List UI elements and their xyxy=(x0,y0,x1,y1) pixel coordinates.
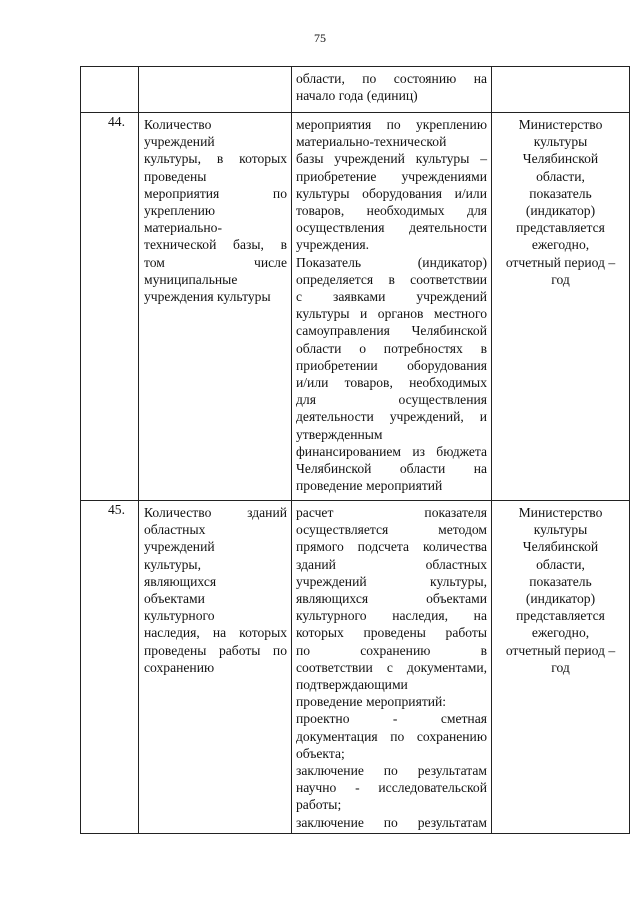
indicator-name-line: культуры, xyxy=(144,556,201,572)
indicator-name-line: материально- xyxy=(144,220,222,236)
calculation-method-line: материально-технической xyxy=(296,134,447,150)
calculation-method-line: которых проведены работы xyxy=(296,625,487,641)
calculation-method-line: приобретении оборудования xyxy=(296,357,487,373)
row-number-cell xyxy=(81,67,139,113)
indicators-table xyxy=(80,66,630,834)
calculation-method-line: осуществления деятельности xyxy=(296,220,487,236)
indicator-name-line: Количество xyxy=(144,117,212,132)
calculation-method-line: являющихся объектами xyxy=(296,591,487,607)
calculation-method-line: области, по состоянию на xyxy=(296,71,487,86)
data-source-line: ежегодно, xyxy=(531,237,590,253)
calculation-method-line: с заявками учреждений xyxy=(296,289,487,305)
indicator-name-line: проведены работы по xyxy=(144,642,287,658)
calculation-method-line: зданий областных xyxy=(296,556,487,572)
data-source-line: Челябинской xyxy=(522,539,599,555)
data-source-cell xyxy=(492,67,630,113)
calculation-method-line: финансированием из бюджета xyxy=(296,443,487,459)
indicator-name-cell xyxy=(139,501,292,834)
calculation-method-line: проектно - сметная xyxy=(296,711,487,727)
row-number: 44. xyxy=(108,114,125,129)
calculation-method-line: начало года (единиц) xyxy=(296,88,418,104)
calculation-method-line: учреждений культуры, xyxy=(296,573,487,589)
calculation-method-cell xyxy=(292,113,492,501)
calculation-method-line: объекта; xyxy=(296,745,345,761)
data-source-line: год xyxy=(551,271,570,287)
calculation-method-line: проведение мероприятий xyxy=(296,478,443,494)
data-source-line: (индикатор) xyxy=(525,203,596,219)
indicator-name-line: учреждений xyxy=(144,539,215,555)
calculation-method-line: проведение мероприятий: xyxy=(296,694,447,710)
calculation-method-line: области о потребностях в xyxy=(296,340,487,356)
data-source-line: отчетный период – xyxy=(505,254,616,270)
indicator-name-line: являющихся xyxy=(144,573,217,589)
calculation-method-line: работы; xyxy=(296,797,342,813)
indicator-name-line: том числе xyxy=(144,254,287,270)
row-number-cell xyxy=(81,113,139,501)
calculation-method-line: соответствии с документами, xyxy=(296,659,487,675)
calculation-method-line: научно - исследовательской xyxy=(296,780,487,796)
calculation-method-line: осуществляется методом xyxy=(296,522,487,538)
indicator-name-line: муниципальные xyxy=(144,271,238,287)
calculation-method-line: деятельности учреждений, и xyxy=(296,409,487,425)
data-source-line: культуры xyxy=(533,134,588,150)
calculation-method-cell xyxy=(292,501,492,834)
indicator-name-line: наследия, на которых xyxy=(144,625,287,641)
data-source-line: культуры xyxy=(533,522,588,538)
calculation-method-line: самоуправления Челябинской xyxy=(296,323,487,339)
calculation-method-line: базы учреждений культуры – xyxy=(296,151,487,167)
data-source-line: области, xyxy=(536,556,585,572)
indicator-name-line: проведены xyxy=(144,168,207,184)
calculation-method-line: учреждения. xyxy=(296,237,370,253)
calculation-method-line: заключение по результатам xyxy=(296,763,487,779)
table-row xyxy=(81,67,630,113)
indicator-name-line: культурного xyxy=(144,608,215,624)
calculation-method-line: Челябинской области на xyxy=(296,461,487,477)
calculation-method-line: товаров, необходимых для xyxy=(296,203,487,219)
indicator-name-line: технической базы, в xyxy=(144,237,287,253)
data-source-cell xyxy=(492,113,630,501)
calculation-method-line: приобретение учреждениями xyxy=(296,168,487,184)
page-number: 75 xyxy=(314,31,326,45)
data-source-line: Министерство xyxy=(518,505,603,520)
indicator-name-line: сохранению xyxy=(144,659,215,675)
table-row xyxy=(81,501,630,834)
calculation-method-line: прямого подсчета количества xyxy=(296,539,487,555)
calculation-method-line: культуры оборудования и/или xyxy=(296,185,487,201)
calculation-method-line: мероприятия по укреплению xyxy=(296,117,487,132)
calculation-method-line: заключение по результатам xyxy=(296,814,487,830)
calculation-method-line: по сохранению в xyxy=(296,642,487,658)
data-source-line: (индикатор) xyxy=(525,591,596,607)
calculation-method-line: подтверждающими xyxy=(296,677,408,693)
indicator-name-line: областных xyxy=(144,522,206,538)
data-source-line: показатель xyxy=(529,185,592,201)
table-row xyxy=(81,113,630,501)
indicator-name-cell xyxy=(139,113,292,501)
indicator-name-cell xyxy=(139,67,292,113)
indicator-name-line: мероприятия по xyxy=(144,185,287,201)
calculation-method-line: документация по сохранению xyxy=(296,728,487,744)
indicator-name-line: Количество зданий xyxy=(144,505,287,520)
data-source-line: представляется xyxy=(516,608,605,624)
data-source-line: ежегодно, xyxy=(531,625,590,641)
data-source-line: отчетный период – xyxy=(505,642,616,658)
calculation-method-line: Показатель (индикатор) xyxy=(296,254,487,270)
indicator-name-line: укреплению xyxy=(144,203,216,219)
calculation-method-cell xyxy=(292,67,492,113)
data-source-line: год xyxy=(551,659,570,675)
data-source-line: области, xyxy=(536,168,585,184)
indicator-name-line: учреждений xyxy=(144,134,215,150)
data-source-line: Челябинской xyxy=(522,151,599,167)
row-number: 45. xyxy=(108,502,125,517)
calculation-method-line: культуры и органов местного xyxy=(296,306,487,322)
row-number-cell xyxy=(81,501,139,834)
data-source-line: показатель xyxy=(529,573,592,589)
indicator-name-line: объектами xyxy=(144,591,205,607)
calculation-method-line: и/или товаров, необходимых xyxy=(296,375,487,391)
indicator-name-line: учреждения культуры xyxy=(144,289,271,305)
indicator-name-line: культуры, в которых xyxy=(144,151,287,167)
calculation-method-line: расчет показателя xyxy=(296,505,487,520)
calculation-method-line: культурного наследия, на xyxy=(296,608,487,624)
calculation-method-line: для осуществления xyxy=(296,392,487,408)
data-source-line: Министерство xyxy=(518,117,603,132)
calculation-method-line: определяется в соответствии xyxy=(296,271,487,287)
calculation-method-line: утвержденным xyxy=(296,426,383,442)
data-source-cell xyxy=(492,501,630,834)
data-source-line: представляется xyxy=(516,220,605,236)
